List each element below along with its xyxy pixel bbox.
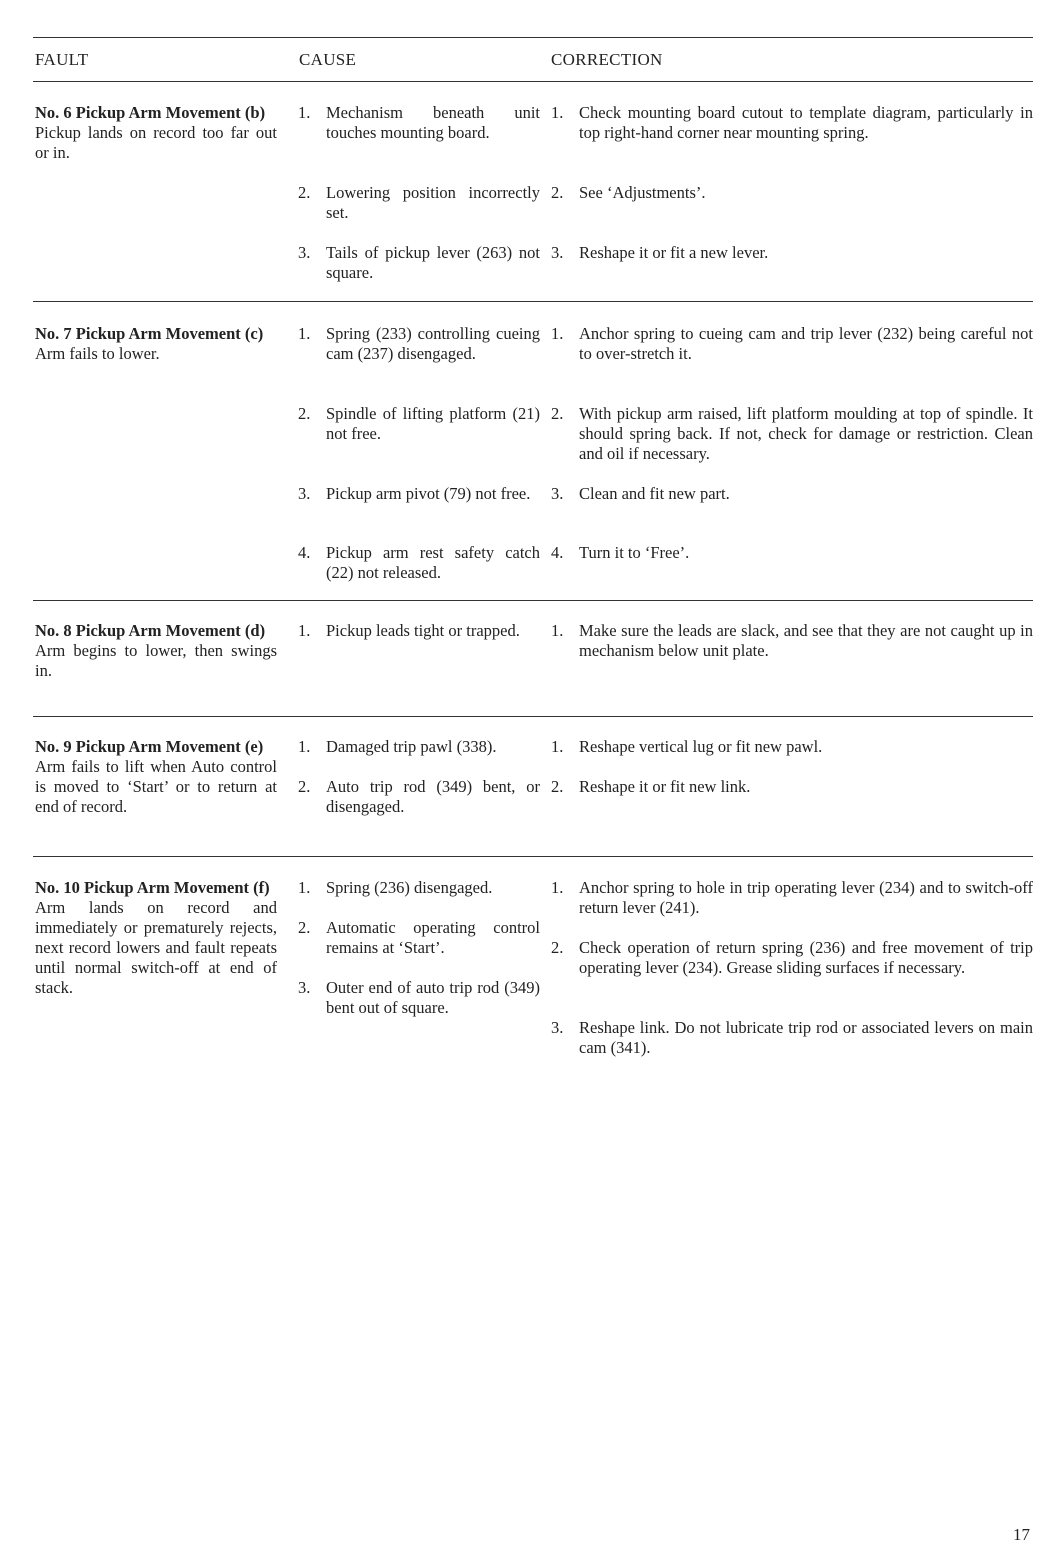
correction-number: 2. [551, 938, 564, 957]
page-number: 17 [1013, 1525, 1030, 1544]
section-rule [33, 600, 1033, 601]
fault-block [35, 737, 277, 817]
fault-title: No. 9 Pickup Arm Movement (e) [35, 737, 264, 756]
cause-text: Auto trip rod (349) bent, or disengaged. [326, 777, 540, 816]
correction-text: Clean and fit new part. [579, 484, 730, 503]
fault-description: Arm begins to lower, then swings in. [35, 641, 277, 680]
cause-text: Spring (236) disengaged. [326, 878, 493, 897]
fault-description: Pickup lands on record too far out or in. [35, 123, 277, 162]
correction-text: Turn it to ‘Free’. [579, 543, 690, 562]
fault-description: Arm fails to lift when Auto control is moved to ‘Start’ or to return at end of record. [35, 757, 277, 816]
correction-number: 2. [551, 183, 564, 202]
cause-number: 2. [298, 777, 311, 796]
correction-text: Anchor spring to cueing cam and trip lever (232) being careful not to over-stretch it. [579, 324, 1033, 363]
header-rule [33, 81, 1033, 82]
fault-title: No. 7 Pickup Arm Movement (c) [35, 324, 264, 343]
cause-text: Pickup arm rest safety catch (22) not released. [326, 543, 540, 582]
correction-number: 1. [551, 324, 564, 343]
cause-text: Outer end of auto trip rod (349) bent out of square. [326, 978, 540, 1017]
cause-text: Pickup leads tight or trapped. [326, 621, 520, 640]
cause-number: 2. [298, 183, 311, 202]
cause-number: 1. [298, 621, 311, 640]
cause-text: Mechanism beneath unit touches mounting board. [326, 103, 540, 142]
correction-text: Reshape it or fit new link. [579, 777, 751, 796]
correction-number: 4. [551, 543, 564, 562]
correction-number: 2. [551, 777, 564, 796]
cause-number: 3. [298, 243, 311, 262]
fault-title: No. 6 Pickup Arm Movement (b) [35, 103, 266, 122]
correction-number: 1. [551, 103, 564, 122]
fault-block [35, 103, 277, 163]
fault-description: Arm fails to lower. [35, 344, 160, 363]
fault-description: Arm lands on record and immediately or prematurely rejects, next record lowers and fault repeats until normal switch-off at end of stack. [35, 898, 277, 997]
correction-text: Make sure the leads are slack, and see that they are not caught up in mechanism below unit plate. [579, 621, 1033, 660]
cause-number: 4. [298, 543, 311, 562]
section-rule [33, 856, 1033, 857]
correction-number: 2. [551, 404, 564, 423]
fault-title: No. 8 Pickup Arm Movement (d) [35, 621, 266, 640]
fault-block [35, 324, 277, 364]
header-cause: CAUSE [299, 50, 357, 69]
cause-number: 1. [298, 737, 311, 756]
correction-text: Check operation of return spring (236) and free movement of trip operating lever (234). Grease sliding surfaces if necessary. [579, 938, 1033, 977]
top-rule [33, 37, 1033, 38]
cause-number: 3. [298, 978, 311, 997]
correction-text: See ‘Adjustments’. [579, 183, 706, 202]
cause-text: Spindle of lifting platform (21) not free. [326, 404, 540, 443]
fault-title: No. 10 Pickup Arm Movement (f) [35, 878, 270, 897]
section-rule [33, 301, 1033, 302]
correction-text: Check mounting board cutout to template diagram, particularly in top right-hand corner near mounting spring. [579, 103, 1033, 142]
correction-text: Anchor spring to hole in trip operating lever (234) and to switch-off return lever (241). [579, 878, 1033, 917]
correction-number: 1. [551, 878, 564, 897]
correction-number: 3. [551, 1018, 564, 1037]
cause-number: 1. [298, 324, 311, 343]
section-rule [33, 716, 1033, 717]
correction-number: 1. [551, 621, 564, 640]
header-fault: FAULT [35, 50, 89, 69]
cause-text: Automatic operating control remains at ‘Start’. [326, 918, 540, 957]
correction-text: Reshape link. Do not lubricate trip rod or associated levers on main cam (341). [579, 1018, 1033, 1057]
correction-number: 1. [551, 737, 564, 756]
correction-number: 3. [551, 243, 564, 262]
correction-text: Reshape vertical lug or fit new pawl. [579, 737, 823, 756]
cause-number: 2. [298, 404, 311, 423]
fault-block [35, 878, 277, 998]
cause-number: 1. [298, 103, 311, 122]
cause-number: 3. [298, 484, 311, 503]
cause-number: 1. [298, 878, 311, 897]
fault-block [35, 621, 277, 681]
cause-text: Pickup arm pivot (79) not free. [326, 484, 531, 503]
cause-text: Lowering position incorrectly set. [326, 183, 540, 222]
correction-text: Reshape it or fit a new lever. [579, 243, 769, 262]
cause-text: Tails of pickup lever (263) not square. [326, 243, 540, 282]
cause-text: Damaged trip pawl (338). [326, 737, 497, 756]
header-correction: CORRECTION [551, 50, 663, 69]
correction-number: 3. [551, 484, 564, 503]
cause-number: 2. [298, 918, 311, 937]
cause-text: Spring (233) controlling cueing cam (237) disengaged. [326, 324, 540, 363]
correction-text: With pickup arm raised, lift platform moulding at top of spindle. It should spring back. If not, check for damage or restriction. Clean and oil if necessary. [579, 404, 1033, 463]
